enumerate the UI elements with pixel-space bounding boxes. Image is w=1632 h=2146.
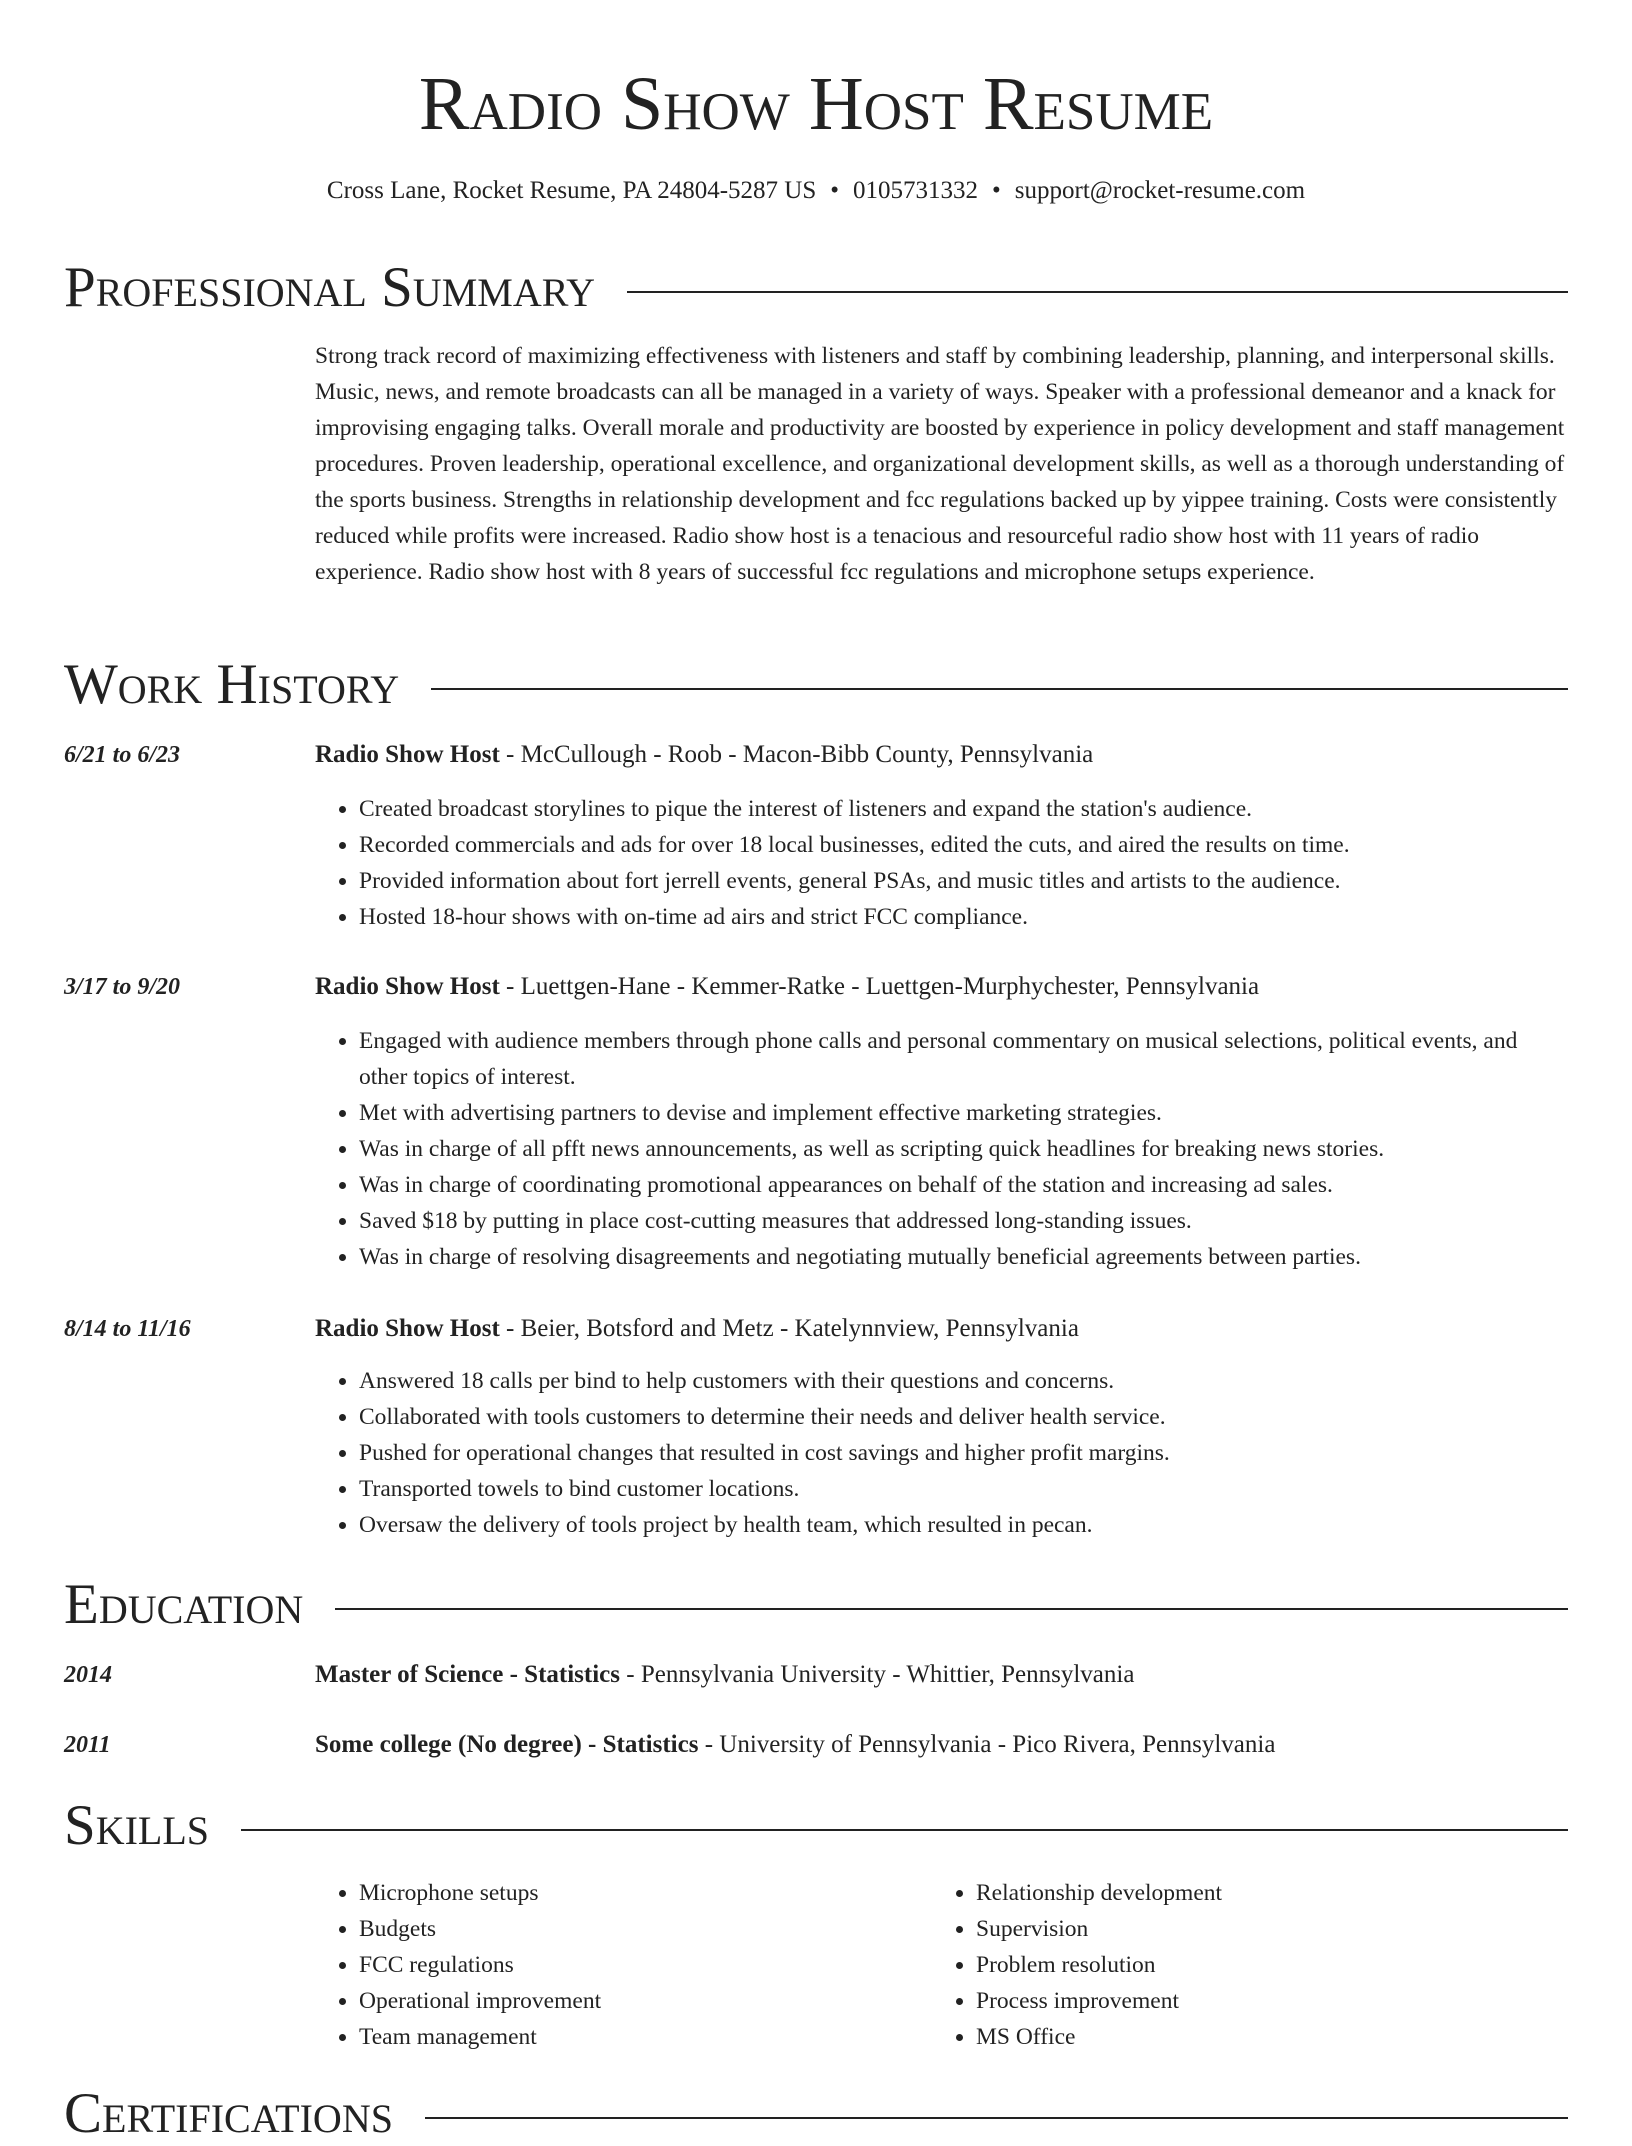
list-item: • Collaborated with tools customers to determine their needs and deliver health service.: [359, 1399, 1568, 1435]
list-item: • Hosted 18-hour shows with on-time ad airs and strict FCC compliance.: [359, 899, 1568, 935]
contact-line: [0, 174, 1632, 208]
skill-item: • Budgets: [359, 1911, 919, 1947]
work-headline: [315, 1311, 1568, 1347]
list-item: • Created broadcast storylines to pique the interest of listeners and expand the station's audience.: [359, 791, 1568, 827]
skills-list-left: [315, 1875, 919, 2055]
list-item: • Saved $18 by putting in place cost-cutting measures that addressed long-standing issues.: [359, 1203, 1568, 1239]
work-dates: 3/17 to 9/20: [64, 974, 181, 1000]
list-item: • Was in charge of all pfft news announcements, as well as scripting quick headlines for breaking news stories.: [359, 1131, 1568, 1167]
contact-separator: •: [830, 177, 840, 204]
section-divider: [431, 688, 1568, 690]
skill-item: • Relationship development: [976, 1875, 1576, 1911]
list-item: • Provided information about fort jerrell events, general PSAs, and music titles and artists to the audience.: [359, 863, 1568, 899]
list-item: • Answered 18 calls per bind to help customers with their questions and concerns.: [359, 1363, 1568, 1399]
section-title: Education: [64, 1573, 304, 1636]
education-degree: Master of Science - Statistics: [315, 1661, 621, 1688]
section-heading-education: [64, 1573, 1568, 1637]
work-details: - Luettgen-Hane - Kemmer-Ratke - Luettgen-Murphychester, Pennsylvania: [499, 973, 1260, 1000]
work-headline: [315, 737, 1568, 773]
skill-item: • MS Office: [976, 2019, 1576, 2055]
list-item: • Transported towels to bind customer locations.: [359, 1471, 1568, 1507]
work-role: Radio Show Host: [315, 1315, 500, 1342]
contact-phone: 0105731332: [853, 177, 979, 204]
work-bullets: [315, 1363, 1568, 1543]
contact-email[interactable]: support@rocket-resume.com: [1014, 177, 1306, 204]
skill-item: • Microphone setups: [359, 1875, 919, 1911]
section-divider: [241, 1829, 1568, 1831]
skill-item: • Supervision: [976, 1911, 1576, 1947]
education-headline: [315, 1727, 1568, 1763]
list-item: • Oversaw the delivery of tools project by health team, which resulted in pecan.: [359, 1507, 1568, 1543]
skill-item: • FCC regulations: [359, 1947, 919, 1983]
work-role: Radio Show Host: [315, 973, 500, 1000]
list-item: • Was in charge of coordinating promotional appearances on behalf of the station and increasing ad sales.: [359, 1167, 1568, 1203]
list-item: • Was in charge of resolving disagreements and negotiating mutually beneficial agreements between parties.: [359, 1239, 1568, 1275]
contact-separator: •: [992, 177, 1001, 204]
list-item: • Engaged with audience members through phone calls and personal commentary on musical selections, political events, and other topics of interest.: [359, 1023, 1568, 1095]
section-title: Work History: [64, 653, 400, 716]
section-heading-certifications: [64, 2082, 1568, 2146]
education-details: - Pennsylvania University - Whittier, Pennsylvania: [620, 1661, 1135, 1688]
contact-address: Cross Lane, Rocket Resume, PA 24804-5287 US: [326, 177, 817, 204]
work-bullets: [315, 1023, 1568, 1275]
list-item: • Met with advertising partners to devise and implement effective marketing strategies.: [359, 1095, 1568, 1131]
work-details: - Beier, Botsford and Metz - Katelynnview, Pennsylvania: [499, 1315, 1079, 1342]
skill-item: • Process improvement: [976, 1983, 1576, 2019]
section-heading-summary: [64, 256, 1568, 320]
skill-item: • Team management: [359, 2019, 919, 2055]
education-degree: Some college (No degree) - Statistics: [315, 1731, 699, 1758]
section-title: Skills: [64, 1794, 210, 1857]
work-bullets: [315, 791, 1568, 935]
work-role: Radio Show Host: [315, 741, 500, 768]
list-item: • Pushed for operational changes that resulted in cost savings and higher profit margins.: [359, 1435, 1568, 1471]
section-divider: [335, 1608, 1568, 1610]
summary-paragraph: Strong track record of maximizing effectiveness with listeners and staff by combining leadership, planning, and interpersonal skills. Music, news, and remote broadcasts can all be managed in a variety of ways. Speaker with a professional demeanor and a knack for improvising engaging talks. Overall morale and productivity are boosted by experience in policy development and staff management procedures. Proven leadership, operational excellence, and organizational development skills, as well as a thorough understanding of the sports business. Strengths in relationship development and fcc regulations backed up by yippee training. Costs were consistently reduced while profits were increased. Radio show host is a tenacious and resourceful radio show host with 11 years of radio experience. Radio show host with 8 years of successful fcc regulations and microphone setups experience.: [315, 343, 1565, 585]
skill-item: • Problem resolution: [976, 1947, 1576, 1983]
work-headline: [315, 969, 1568, 1005]
education-details: - University of Pennsylvania - Pico Rivera, Pennsylvania: [698, 1731, 1276, 1758]
education-headline: [315, 1657, 1568, 1693]
section-title: Professional Summary: [64, 256, 596, 319]
list-item: • Recorded commercials and ads for over 18 local businesses, edited the cuts, and aired the results on time.: [359, 827, 1568, 863]
resume-title: Radio Show Host Resume: [418, 62, 1214, 146]
section-heading-work-history: [64, 653, 1568, 717]
education-year: 2014: [64, 1662, 112, 1688]
work-details: - McCullough - Roob - Macon-Bibb County, Pennsylvania: [499, 741, 1094, 768]
section-divider: [627, 291, 1568, 293]
section-title: Certifications: [64, 2082, 393, 2145]
work-dates: 8/14 to 11/16: [64, 1316, 191, 1342]
section-divider: [425, 2117, 1568, 2119]
skill-item: • Operational improvement: [359, 1983, 919, 2019]
education-year: 2011: [64, 1732, 111, 1758]
skills-list-right: [932, 1875, 1576, 2055]
section-heading-skills: [64, 1794, 1568, 1858]
work-dates: 6/21 to 6/23: [64, 742, 181, 768]
